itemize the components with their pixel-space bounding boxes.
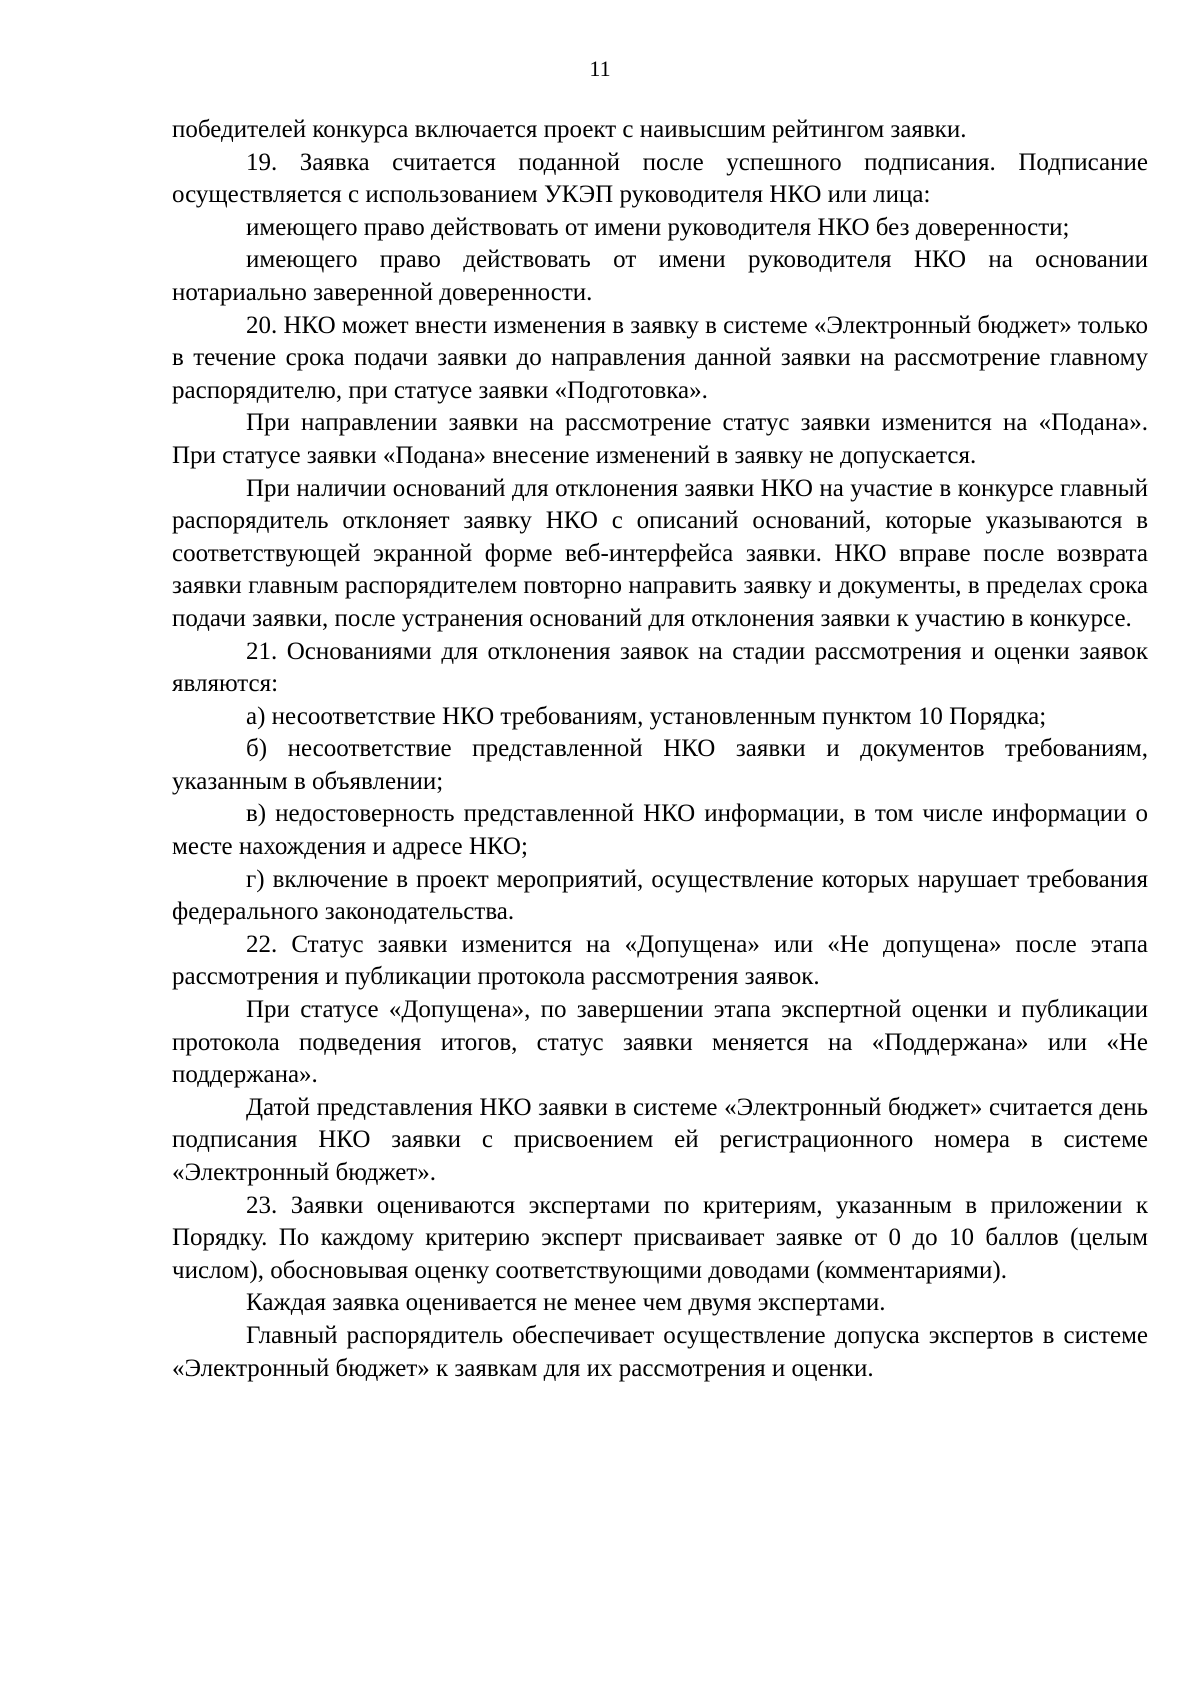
paragraph: 21. Основаниями для отклонения заявок на стадии рассмотрения и оценки заявок являются:: [172, 637, 1148, 698]
paragraph: При наличии оснований для отклонения заявки НКО на участие в конкурсе главный распорядитель отклоняет заявку НКО с описаний оснований, которые указываются в соответствующей экранной форме веб-интерфейса заявки. НКО вправе после возврата заявки главным распорядителем повторно направить заявку и документы, в пределах срока подачи заявки, после устранения оснований для отклонения заявки к участию в конкурсе.: [172, 474, 1148, 632]
paragraph: 22. Статус заявки изменится на «Допущена» или «Не допущена» после этапа рассмотрения и публикации протокола рассмотрения заявок.: [172, 930, 1148, 991]
list-item: г) включение в проект мероприятий, осуществление которых нарушает требования федерального законодательства.: [172, 865, 1148, 926]
paragraph: При статусе «Допущена», по завершении этапа экспертной оценки и публикации протокола подведения итогов, статус заявки меняется на «Поддержана» или «Не поддержана».: [172, 996, 1148, 1089]
paragraph: 23. Заявки оцениваются экспертами по критериям, указанным в приложении к Порядку. По каждому критерию эксперт присваивает заявке от 0 до 10 баллов (целым числом), обосновывая оценку соответствующими доводами (комментариями).: [172, 1191, 1148, 1284]
list-item: в) недостоверность представленной НКО информации, в том числе информации о месте нахождения и адресе НКО;: [172, 800, 1148, 861]
paragraph: Датой представления НКО заявки в системе «Электронный бюджет» считается день подписания НКО заявки с присвоением ей регистрационного номера в системе «Электронный бюджет».: [172, 1093, 1148, 1186]
list-item: а) несоответствие НКО требованиям, установленным пунктом 10 Порядка;: [246, 702, 1047, 730]
paragraph: При направлении заявки на рассмотрение статус заявки изменится на «Подана». При статусе заявки «Подана» внесение изменений в заявку не допускается.: [172, 409, 1148, 469]
paragraph: имеющего право действовать от имени руководителя НКО без доверенности;: [246, 213, 1070, 241]
document-body: [172, 114, 1148, 1385]
page-number: 11: [589, 56, 611, 81]
paragraph: 20. НКО может внести изменения в заявку в системе «Электронный бюджет» только в течение срока подачи заявки до направления данной заявки на рассмотрение главному распорядителю, при статусе заявки «Подготовка».: [172, 311, 1148, 404]
paragraph: Главный распорядитель обеспечивает осуществление допуска экспертов в системе «Электронный бюджет» к заявкам для их рассмотрения и оценки.: [172, 1321, 1148, 1382]
paragraph: 19. Заявка считается поданной после успешного подписания. Подписание осуществляется с использованием УКЭП руководителя НКО или лица:: [172, 148, 1148, 209]
paragraph: победителей конкурса включается проект с наивысшим рейтингом заявки.: [172, 116, 967, 143]
paragraph: Каждая заявка оценивается не менее чем двумя экспертами.: [246, 1289, 886, 1317]
list-item: б) несоответствие представленной НКО заявки и документов требованиям, указанным в объявлении;: [172, 735, 1148, 795]
paragraph: имеющего право действовать от имени руководителя НКО на основании нотариально заверенной доверенности.: [172, 246, 1148, 306]
